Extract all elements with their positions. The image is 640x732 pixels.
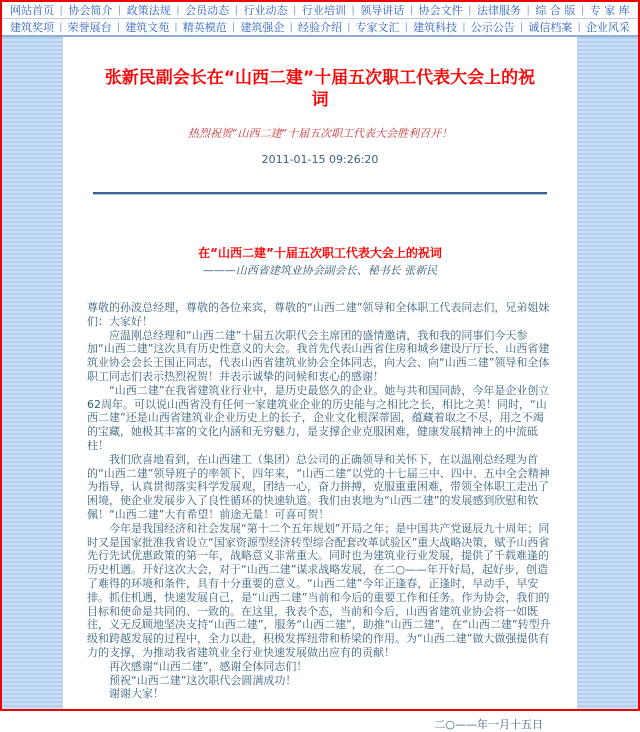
nav-separator: | — [116, 21, 121, 33]
left-side-panel — [2, 37, 63, 709]
nav-link-会员动态[interactable]: 会员动态 — [185, 4, 230, 17]
nav-link-企业风采[interactable]: 企业风采 — [585, 21, 630, 34]
nav-link-诚信档案[interactable]: 诚信档案 — [528, 21, 573, 34]
nav-separator: | — [59, 4, 63, 16]
nav-link-协会文件[interactable]: 协会文件 — [418, 4, 463, 17]
nav-link-协会简介[interactable]: 协会简介 — [68, 4, 113, 17]
speech-paragraph-5: 今年是我国经济和社会发展“第十二个五年规划”开局之年；是中国共产党诞辰九十周年；同时又是国家批准我省设立“国家资源型经济转型综合配套改革试验区”重大战略决策，赋予山西省先行先试优惠政策的第一年，战略意义非常重大。同时也为建筑业行业发展，提供了千载难逢的历史机遇。开好这次大会，对于“山西二建”谋求战略发展，在二○——年开好局，起好步，创造了难得的环境和条件，具有十分重要的意义。“山西二建”今年正逢春，正逢时，早动手，早安排。抓住机遇，快速发展自己，是“山西二建”当前和今后的重要工作和任务。作为协会，我们的目标和使命是共同的、一致的。在这里，我表个态，当前和今后，山西省建筑业协会将一如既往，义无反顾地坚决支持“山西二建”，服务“山西二建”，助推“山西二建”，在“山西二建”转型升级和跨越发展的过程中，全力以赴，积极发挥纽带和桥梁的作用。为“山西二建”做大做强提供有力的支撑，为推动我省建筑业全行业快速发展做出应有的贡献！ — [87, 521, 551, 659]
nav-link-公示公告[interactable]: 公示公告 — [470, 21, 515, 34]
nav-separator: | — [59, 21, 63, 33]
speech-body — [87, 301, 553, 701]
nav-link-行业培训[interactable]: 行业培训 — [301, 4, 346, 17]
content-columns — [2, 37, 638, 732]
header-divider — [93, 192, 547, 194]
speech-paragraph-6: 再次感谢“山西二建”，感谢全体同志们！ — [109, 659, 308, 673]
right-side-panel — [577, 37, 638, 709]
nav-separator: | — [409, 4, 414, 16]
nav-link-建筑文苑[interactable]: 建筑文苑 — [125, 21, 170, 34]
nav-separator: | — [404, 21, 409, 33]
nav-separator: | — [347, 21, 351, 33]
nav-separator: | — [351, 4, 355, 16]
speech-title: 在“山西二建”十届五次职工代表大会上的祝词 — [198, 246, 442, 260]
speech-paragraph-2: 应温刚总经理和“山西二建”十届五次职代会主席团的盛情邀请，我和我的同事们今天参加“山西二建”这次具有历史性意义的大会。我首先代表山西省住房和城乡建设厅厅长、山西省建筑业协会会长王国正同志，代表山西省建筑业协会全体同志，向大会、向“山西二建”领导和全体职工同志们表示热烈祝贺！并表示诚挚的问候和衷心的感谢！ — [87, 328, 550, 383]
page-title: 张新民副会长在“山西二建”十届五次职工代表大会上的祝词 — [104, 68, 536, 110]
publish-datetime: 2011-01-15 09:26:20 — [261, 153, 379, 166]
speech-paragraph-3: “山西二建”在我省建筑业行业中，是历史最悠久的企业。她与共和国同龄，今年是企业创立62周年。可以说山西省没有任何一家建筑业企业的历史能与之相比之长，相比之美！同时，“山西二建”还是山西省建筑业企业历史上的长子，企业文化根深蒂固，蕴藏着取之不尽，用之不竭的宝藏，她极其丰富的文化内涵和无穷魅力，是支撑企业克服困难，健康发展精神上的中流砥柱！ — [87, 383, 550, 452]
nav-link-行业动态[interactable]: 行业动态 — [243, 4, 288, 17]
speech-author: ———山西省建筑业协会副会长、秘书长 张新民 — [202, 264, 438, 277]
speech-paragraph-7: 预祝“山西二建”这次职代会圆满成功！ — [109, 673, 297, 687]
nav-row-2 — [2, 19, 638, 35]
nav-link-法律服务[interactable]: 法律服务 — [477, 4, 521, 17]
speech-paragraph-8: 谢谢大家！ — [109, 687, 164, 701]
nav-link-专 家 库[interactable]: 专 家 库 — [589, 4, 630, 17]
nav-separator: | — [526, 4, 530, 16]
nav-link-领导讲话[interactable]: 领导讲话 — [360, 4, 405, 17]
nav-link-政策法规[interactable]: 政策法规 — [126, 4, 171, 17]
signature-date: 二○——年一月十五日 — [434, 718, 543, 732]
nav-link-专家文汇[interactable]: 专家文汇 — [355, 21, 400, 34]
article-area — [63, 37, 577, 732]
nav-separator: | — [289, 21, 293, 33]
article-subtitle: 热烈祝贺“山西二建”十届五次职工代表大会胜利召开！ — [187, 127, 453, 140]
nav-link-荣誉展台[interactable]: 荣誉展台 — [67, 21, 112, 34]
nav-separator: | — [577, 21, 581, 33]
nav-separator: | — [519, 21, 524, 33]
speech-heading — [87, 246, 553, 278]
nav-separator: | — [468, 4, 472, 16]
nav-link-网站首页[interactable]: 网站首页 — [10, 4, 54, 17]
speech-paragraph-1: 尊敬的孙波总经理，尊敬的各位来宾，尊敬的“山西二建”领导和全体职工代表同志们，兄弟姐妹们：大家好！ — [87, 301, 550, 328]
speech-paragraph-4: 我们欣喜地看到，在山西建工（集团）总公司的正确领导和关怀下，在以温刚总经理为首的“山西二建”领导班子的率领下，四年来，“山西二建”以党的十七届三中、四中、五中全会精神为指导，认真贯彻落实科学发展观，团结一心，奋力拼搏，克服重重困难，带领全体职工走出了困境，使企业发展步入了良性循环的快速轨道。我们由衷地为“山西二建”的发展感到欣慰和钦佩！“山西二建”大有希望！前途无量！可喜可贺！ — [87, 452, 550, 521]
nav-separator: | — [293, 4, 297, 16]
nav-link-综 合 版[interactable]: 综 合 版 — [535, 4, 576, 17]
nav-separator: | — [176, 4, 180, 16]
nav-separator: | — [580, 4, 585, 16]
nav-row-1 — [2, 2, 638, 19]
nav-link-建筑科技[interactable]: 建筑科技 — [413, 21, 458, 34]
nav-separator: | — [462, 21, 466, 33]
nav-link-精英模范[interactable]: 精英模范 — [182, 21, 227, 34]
nav-link-建筑强企[interactable]: 建筑强企 — [240, 21, 285, 34]
top-navigation — [2, 2, 638, 37]
nav-separator: | — [174, 21, 178, 33]
nav-separator: | — [117, 4, 122, 16]
nav-link-经验介绍[interactable]: 经验介绍 — [297, 21, 342, 34]
nav-separator: | — [234, 4, 238, 16]
nav-separator: | — [231, 21, 236, 33]
nav-link-建筑奖项[interactable]: 建筑奖项 — [10, 21, 54, 34]
